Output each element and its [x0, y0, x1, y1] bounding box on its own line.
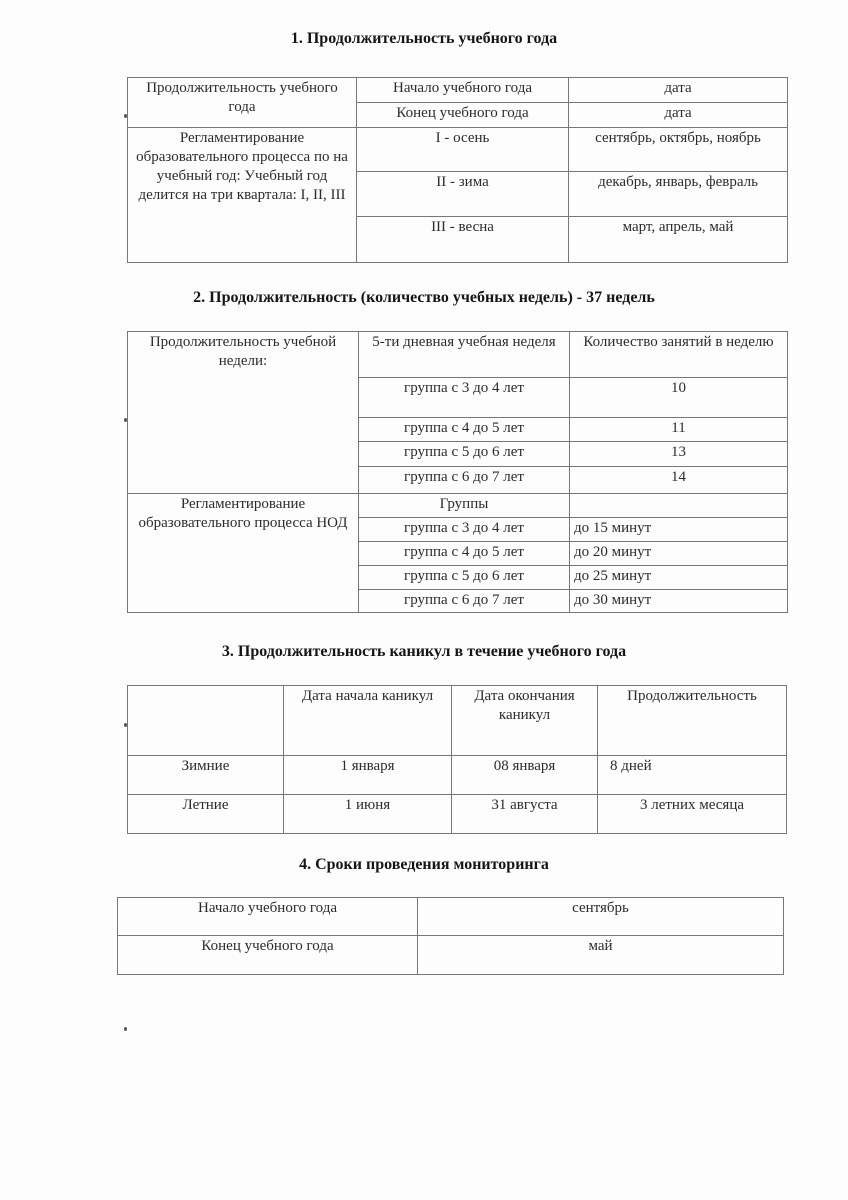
scan-speck	[124, 418, 127, 422]
groups-header: Группы	[359, 494, 570, 518]
duration-cell: до 15 минут	[570, 518, 788, 542]
year-end-label: Конец учебного года	[357, 103, 569, 128]
scan-speck	[124, 723, 127, 727]
group-cell: группа с 5 до 6 лет	[359, 442, 570, 467]
section-3-title: 3. Продолжительность каникул в течение учебного года	[221, 643, 627, 660]
monitoring-label: Начало учебного года	[118, 898, 418, 936]
scan-speck	[124, 114, 127, 118]
header-cell	[128, 686, 284, 756]
holiday-end: 08 января	[452, 756, 598, 795]
quarter-name: II - зима	[357, 172, 569, 217]
group-cell: группа с 6 до 7 лет	[359, 467, 570, 494]
count-cell: 11	[570, 418, 788, 442]
weeks-table	[127, 331, 788, 613]
duration-cell: до 25 минут	[570, 566, 788, 590]
group-cell: группа с 4 до 5 лет	[359, 542, 570, 566]
week-duration-label: Продолжительность учебной недели:	[128, 332, 359, 494]
count-header: Количество занятий в неделю	[570, 332, 788, 378]
scan-speck	[124, 1027, 127, 1031]
monitoring-value: сентябрь	[418, 898, 784, 936]
group-cell: группа с 6 до 7 лет	[359, 590, 570, 613]
group-cell: группа с 3 до 4 лет	[359, 378, 570, 418]
duration-cell: до 20 минут	[570, 542, 788, 566]
count-cell: 10	[570, 378, 788, 418]
holiday-name: Летние	[128, 795, 284, 834]
section-2-title: 2. Продолжительность (количество учебных недель) - 37 недель	[193, 289, 655, 306]
year-start-label: Начало учебного года	[357, 78, 569, 103]
group-cell: группа с 3 до 4 лет	[359, 518, 570, 542]
holiday-start: 1 января	[284, 756, 452, 795]
year-end-value: дата	[569, 103, 788, 128]
holiday-name: Зимние	[128, 756, 284, 795]
monitoring-value: май	[418, 936, 784, 975]
holiday-end: 31 августа	[452, 795, 598, 834]
header-cell: Дата начала каникул	[284, 686, 452, 756]
empty-cell	[570, 494, 788, 518]
nod-label: Регламентирование образовательного процесса НОД	[128, 494, 359, 613]
quarter-months: март, апрель, май	[569, 217, 788, 263]
monitoring-table	[117, 897, 784, 975]
regulation-label: Регламентирование образовательного процесса по на учебный год: Учебный год делится на три квартала: I, II, III	[128, 128, 357, 263]
group-cell: группа с 5 до 6 лет	[359, 566, 570, 590]
holidays-table	[127, 685, 787, 834]
section-4-title: 4. Сроки проведения мониторинга	[299, 856, 549, 873]
header-cell: Дата окончания каникул	[452, 686, 598, 756]
holiday-start: 1 июня	[284, 795, 452, 834]
year-duration-label: Продолжительность учебного года	[128, 78, 357, 128]
quarter-name: I - осень	[357, 128, 569, 172]
quarter-months: сентябрь, октябрь, ноябрь	[569, 128, 788, 172]
academic-year-table	[127, 77, 788, 263]
header-cell: Продолжительность	[598, 686, 787, 756]
count-cell: 14	[570, 467, 788, 494]
section-1-title: 1. Продолжительность учебного года	[290, 30, 558, 47]
week-header: 5-ти дневная учебная неделя	[359, 332, 570, 378]
quarter-name: III - весна	[357, 217, 569, 263]
holiday-duration: 8 дней	[598, 756, 787, 795]
holiday-duration: 3 летних месяца	[598, 795, 787, 834]
year-start-value: дата	[569, 78, 788, 103]
duration-cell: до 30 минут	[570, 590, 788, 613]
group-cell: группа с 4 до 5 лет	[359, 418, 570, 442]
quarter-months: декабрь, январь, февраль	[569, 172, 788, 217]
count-cell: 13	[570, 442, 788, 467]
monitoring-label: Конец учебного года	[118, 936, 418, 975]
